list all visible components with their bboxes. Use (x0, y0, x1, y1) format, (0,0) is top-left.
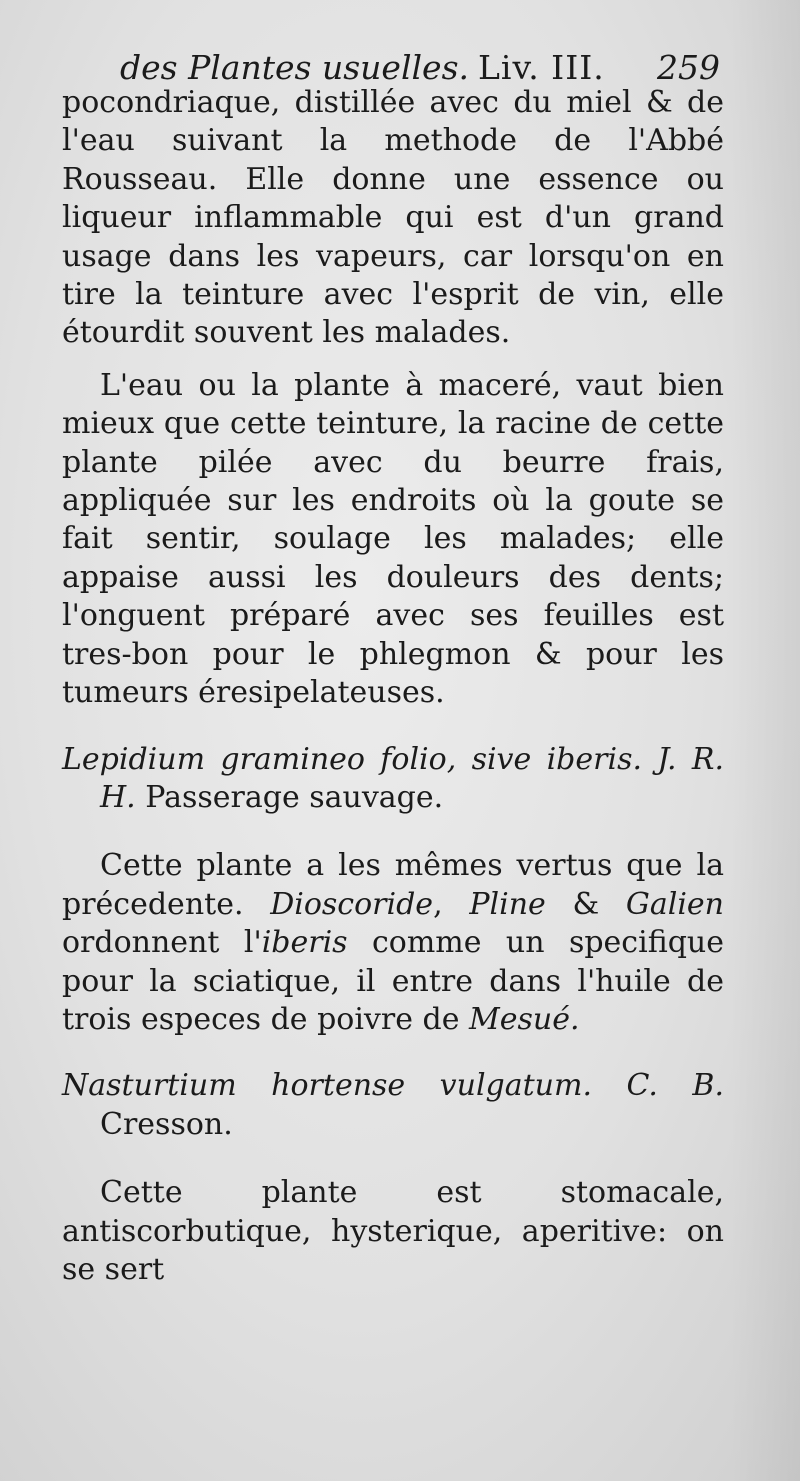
plant-latin-name: Lepidium gramineo folio, sive iberis. J. R. H. (62, 741, 724, 815)
author-name: Pline (469, 886, 546, 922)
text-run: & (572, 886, 600, 922)
text-run: ordonnent l' (62, 925, 262, 961)
paragraph-iberis (62, 847, 724, 1039)
plant-name: iberis (261, 925, 348, 961)
header-title: des Plantes usuelles. (120, 48, 470, 87)
plant-entry-nasturtium (62, 1067, 724, 1144)
author-name: Mesué. (469, 1001, 580, 1037)
paragraph-continued: pocondriaque, distillée avec du miel & de l'eau suivant la methode de l'Abbé Rousseau. Elle donne une essence ou liqueur inflammable qui est d'un grand usage dans les vapeurs, car lorsqu'on en tire la teinture avec l'esprit de vin, elle étourdit souvent les malades. (62, 85, 724, 351)
body-text (62, 84, 724, 1289)
text-run: , (433, 886, 443, 922)
author-name: Dioscoride (270, 886, 434, 922)
text-run: Cette plante a les mêmes vertus que la précedente. (62, 848, 724, 922)
text-run: comme un specifique pour la sciatique, il entre dans l'huile de trois especes de poivre de (62, 925, 724, 1037)
page-number: 259 (657, 48, 720, 87)
paragraph-remedies: L'eau ou la plante à maceré, vaut bien mieux que cette teinture, la racine de cette plante pilée avec du beurre frais, appliquée sur les endroits où la goute se fait sentir, soulage les malades; elle appaise aussi les douleurs des dents; l'onguent préparé avec ses feuilles est tres-bon pour le phlegmon & pour les tumeurs éresipelateuses. (62, 367, 724, 711)
header-book: Liv. III. (478, 48, 605, 87)
plant-common-name: Passerage sauvage. (145, 779, 444, 815)
plant-entry-lepidium (62, 741, 724, 818)
author-name: Galien (625, 886, 725, 922)
plant-latin-name: Nasturtium hortense vulgatum. C. B. (62, 1068, 724, 1104)
plant-common-name: Cresson. (100, 1106, 233, 1142)
paragraph-cresson: Cette plante est stomacale, antiscorbutique, hysterique, aperitive: on se sert (62, 1175, 724, 1287)
